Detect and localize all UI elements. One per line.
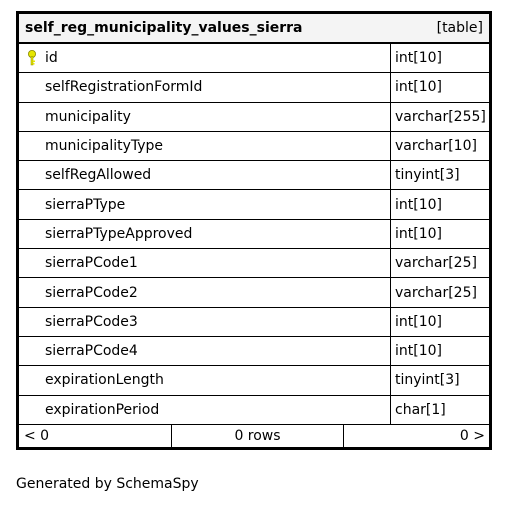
column-name-cell xyxy=(19,366,391,394)
column-type: tinyint[3] xyxy=(395,372,460,389)
key-slot xyxy=(19,337,45,365)
column-row xyxy=(19,73,489,102)
column-name: selfRegistrationFormId xyxy=(45,79,203,96)
column-name-cell xyxy=(19,337,391,365)
column-type: char[1] xyxy=(395,401,446,418)
column-type: int[10] xyxy=(395,79,442,96)
column-name: expirationLength xyxy=(45,372,164,389)
column-type: varchar[10] xyxy=(395,138,477,155)
column-type: varchar[25] xyxy=(395,284,477,301)
column-name-cell xyxy=(19,396,391,424)
column-type: int[10] xyxy=(395,343,442,360)
column-type: int[10] xyxy=(395,50,442,67)
column-type: int[10] xyxy=(395,225,442,242)
column-row xyxy=(19,337,489,366)
table-footer xyxy=(19,425,489,447)
column-row xyxy=(19,220,489,249)
column-name: expirationPeriod xyxy=(45,401,160,418)
parents-count: < 0 xyxy=(19,425,172,447)
column-name: sierraPCode4 xyxy=(45,343,138,360)
key-slot xyxy=(19,132,45,160)
column-name-cell xyxy=(19,132,391,160)
column-name-cell xyxy=(19,103,391,131)
column-row xyxy=(19,103,489,132)
table-entity xyxy=(16,11,492,450)
column-type: tinyint[3] xyxy=(395,167,460,184)
column-name: sierraPCode2 xyxy=(45,284,138,301)
column-name: sierraPType xyxy=(45,196,126,213)
key-slot xyxy=(19,366,45,394)
key-slot xyxy=(19,308,45,336)
column-type: int[10] xyxy=(395,196,442,213)
key-slot xyxy=(19,103,45,131)
column-row xyxy=(19,278,489,307)
key-slot xyxy=(19,161,45,189)
column-list xyxy=(19,44,489,425)
column-row xyxy=(19,132,489,161)
column-type: int[10] xyxy=(395,313,442,330)
column-row xyxy=(19,396,489,425)
column-row xyxy=(19,190,489,219)
children-count: 0 > xyxy=(459,427,485,444)
key-slot xyxy=(19,73,45,101)
column-type: varchar[255] xyxy=(395,108,486,125)
row-count: 0 rows xyxy=(172,425,344,447)
key-icon xyxy=(19,44,45,72)
column-row xyxy=(19,44,489,73)
table-name: self_reg_municipality_values_sierra xyxy=(25,20,303,36)
key-slot xyxy=(19,220,45,248)
key-slot xyxy=(19,396,45,424)
column-name-cell xyxy=(19,73,391,101)
column-name-cell xyxy=(19,220,391,248)
column-row xyxy=(19,161,489,190)
column-name: sierraPCode3 xyxy=(45,313,138,330)
column-name-cell xyxy=(19,249,391,277)
generated-by-credit: Generated by SchemaSpy xyxy=(16,476,199,492)
column-type: varchar[25] xyxy=(395,255,477,272)
column-name: sierraPCode1 xyxy=(45,255,138,272)
column-name: id xyxy=(45,50,58,67)
column-name-cell xyxy=(19,161,391,189)
column-name: municipality xyxy=(45,108,131,125)
column-name: municipalityType xyxy=(45,138,164,155)
column-row xyxy=(19,366,489,395)
column-name-cell xyxy=(19,278,391,306)
column-name-cell xyxy=(19,308,391,336)
column-name: selfRegAllowed xyxy=(45,167,152,184)
column-name-cell xyxy=(19,44,391,72)
table-kind-label: [table] xyxy=(436,20,483,36)
key-slot xyxy=(19,190,45,218)
key-slot xyxy=(19,249,45,277)
column-row xyxy=(19,249,489,278)
column-name: sierraPTypeApproved xyxy=(45,225,193,242)
table-header xyxy=(19,14,489,44)
column-row xyxy=(19,308,489,337)
key-slot xyxy=(19,278,45,306)
column-name-cell xyxy=(19,190,391,218)
